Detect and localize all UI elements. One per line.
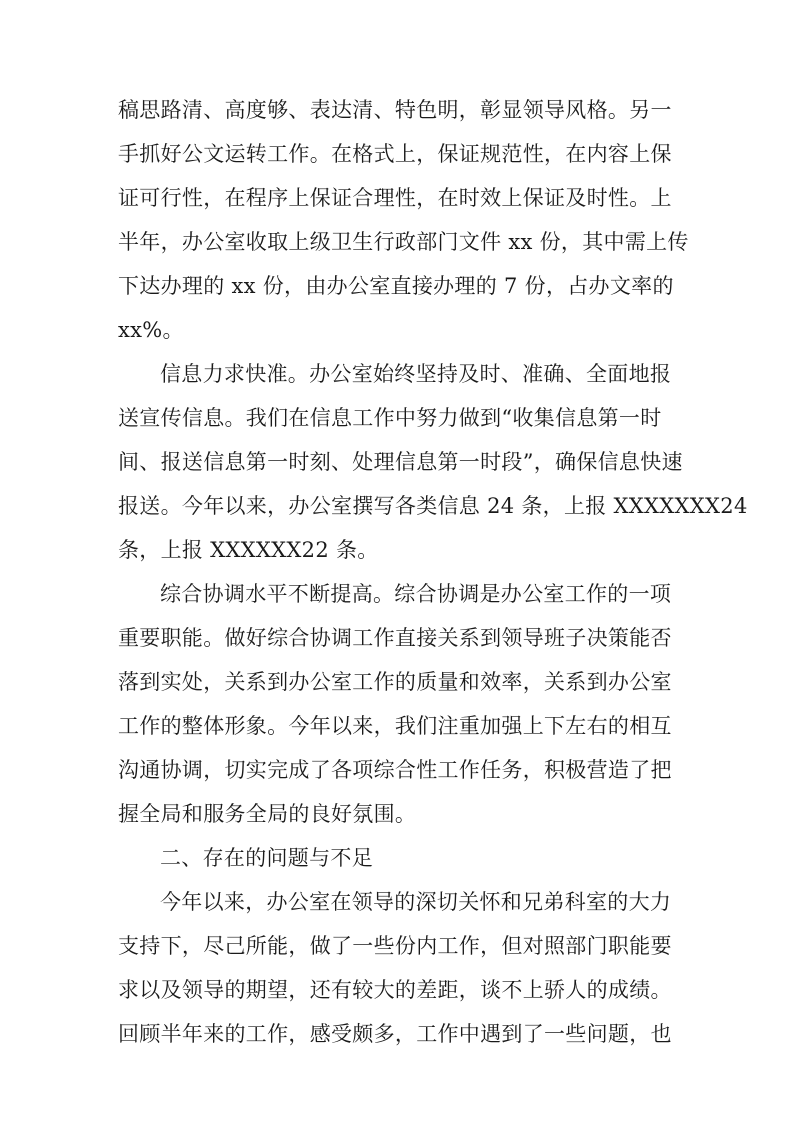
text-line: 半年，办公室收取上级卫生行政部门文件 xx 份，其中需上传	[118, 230, 689, 254]
text-line: 工作的整体形象。今年以来，我们注重加强上下左右的相互	[118, 714, 672, 738]
text-line: 重要职能。做好综合协调工作直接关系到领导班子决策能否	[118, 626, 672, 650]
text-line: 下达办理的 xx 份，由办公室直接办理的 7 份，占办文率的	[118, 274, 674, 298]
text-line: xx%。	[118, 318, 184, 342]
text-line: 回顾半年来的工作，感受颇多，工作中遇到了一些问题，也	[118, 1022, 672, 1046]
text-line: 落到实处，关系到办公室工作的质量和效率，关系到办公室	[118, 670, 672, 694]
text-line: 稿思路清、高度够、表达清、特色明，彰显领导风格。另一	[118, 98, 672, 122]
paragraph-start-line: 今年以来，办公室在领导的深切关怀和兄弟科室的大力	[160, 890, 672, 914]
text-line: 报送。今年以来，办公室撰写各类信息 24 条，上报 XXXXXXX24	[118, 494, 748, 518]
section-heading: 二、存在的问题与不足	[160, 846, 373, 870]
text-line: 条，上报 XXXXXX22 条。	[118, 538, 379, 562]
text-line: 手抓好公文运转工作。在格式上，保证规范性，在内容上保	[118, 142, 672, 166]
text-line: 握全局和服务全局的良好氛围。	[118, 802, 417, 826]
text-line: 求以及领导的期望，还有较大的差距，谈不上骄人的成绩。	[118, 978, 672, 1002]
text-line: 支持下，尽己所能，做了一些份内工作，但对照部门职能要	[118, 934, 672, 958]
paragraph-start-line: 信息力求快准。办公室始终坚持及时、准确、全面地报	[160, 362, 672, 386]
text-line: 送宣传信息。我们在信息工作中努力做到“收集信息第一时	[118, 406, 662, 430]
text-line: 证可行性，在程序上保证合理性，在时效上保证及时性。上	[118, 186, 672, 210]
paragraph-start-line: 综合协调水平不断提高。综合协调是办公室工作的一项	[160, 582, 672, 606]
text-line: 沟通协调，切实完成了各项综合性工作任务，积极营造了把	[118, 758, 672, 782]
text-line: 间、报送信息第一时刻、处理信息第一时段”，确保信息快速	[118, 450, 683, 474]
